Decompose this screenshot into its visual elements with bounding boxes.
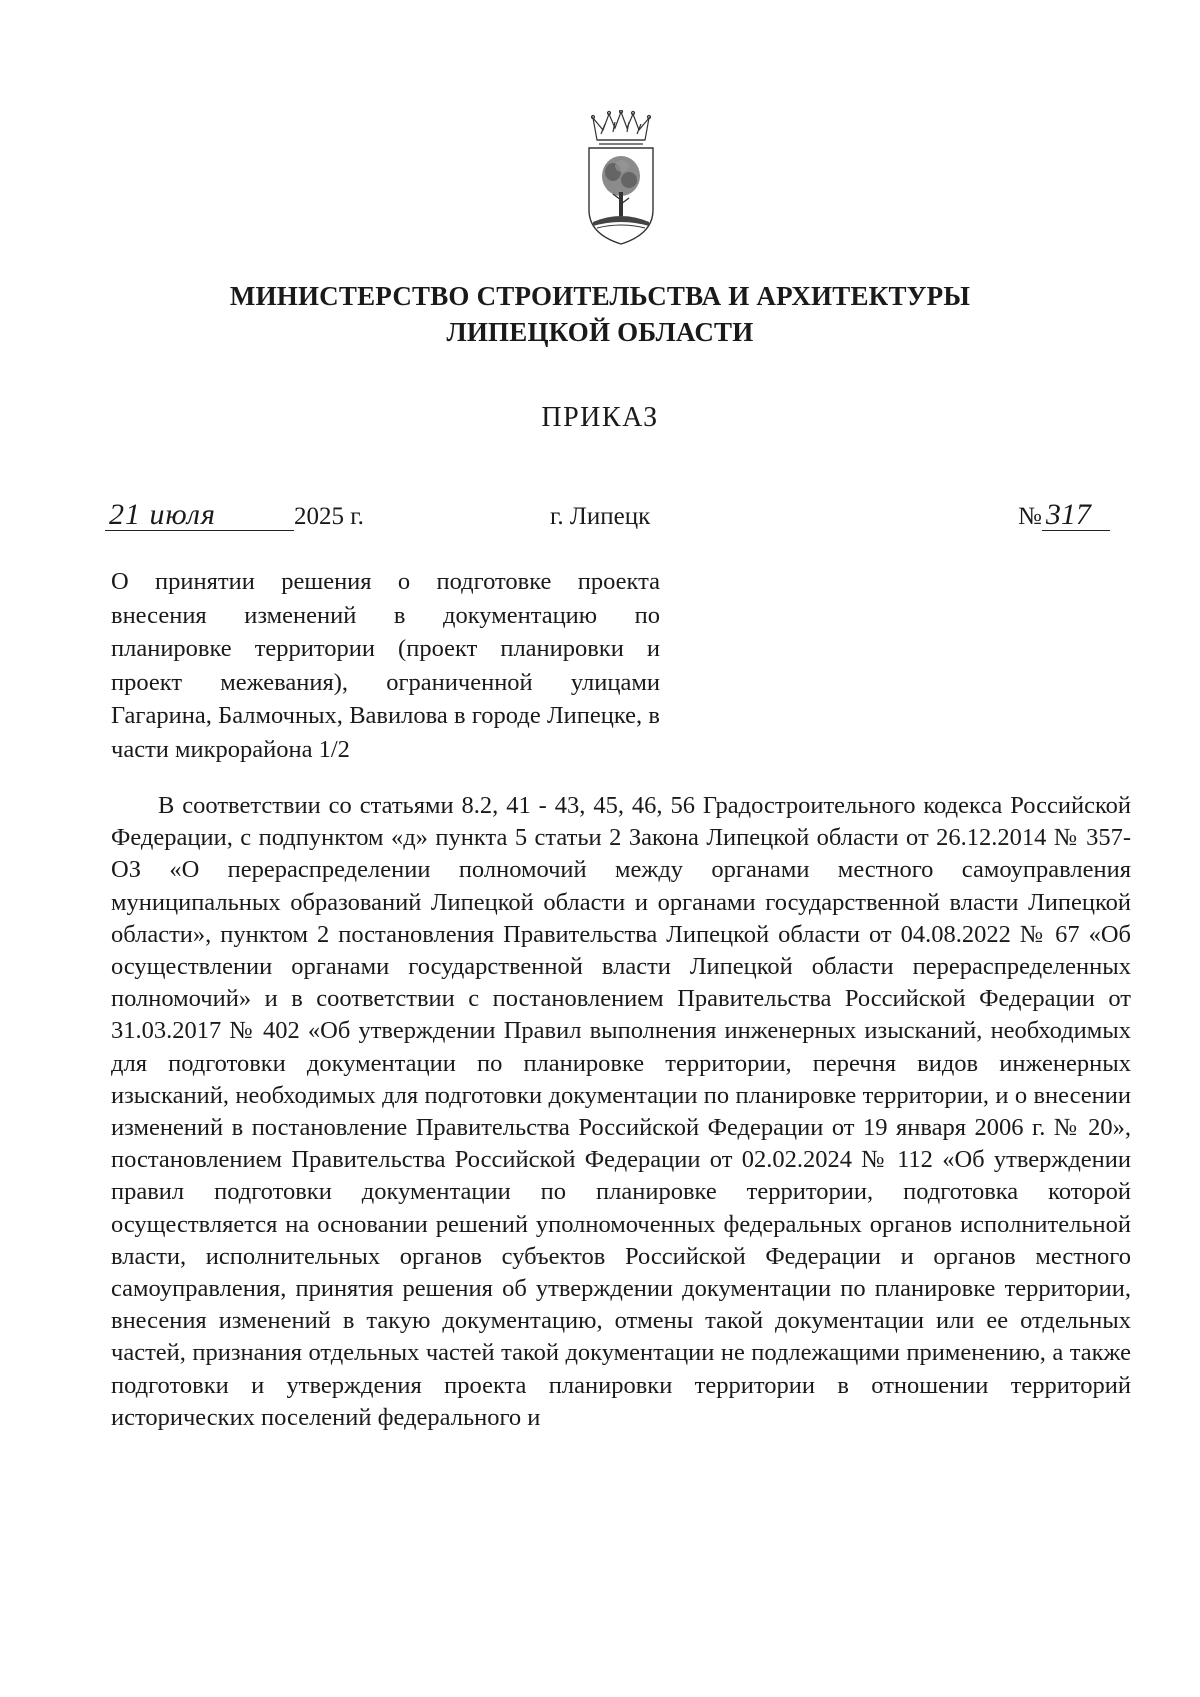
handwritten-date: 21 июля — [105, 500, 294, 531]
order-city: г. Липецк — [550, 503, 651, 530]
number-prefix: № — [1018, 503, 1042, 530]
order-number — [1018, 500, 1110, 531]
ministry-name-line1: МИНИСТЕРСТВО СТРОИТЕЛЬСТВА И АРХИТЕКТУРЫ — [229, 281, 971, 311]
handwritten-number: 317 — [1042, 500, 1110, 531]
lipetsk-coat-of-arms-icon — [579, 110, 663, 250]
ministry-name — [0, 278, 1200, 350]
order-subject: О принятии решения о подготовке проекта внесения изменений в документацию по планировке территории (проект планировки и проект межевания), ограниченной улицами Гагарина, Балмочных, Вавилова в городе Липецке, в части микрорайона 1/2 — [111, 568, 660, 763]
order-body-paragraph: В соответствии со статьями 8.2, 41 - 43, 45, 46, 56 Градостроительного кодекса Российской Федерации, с подпунктом «д» пункта 5 статьи 2 Закона Липецкой области от 26.12.2014 № 357-ОЗ «О перераспределении полномочий между органами местного самоуправления муниципальных образований Липецкой области и органами государственной власти Липецкой области», пунктом 2 постановления Правительства Липецкой области от 04.08.2022 № 67 «Об осуществлении органами государственной власти Липецкой области перераспределенных полномочий» и в соответствии с постановлением Правительства Российской Федерации от 31.03.2017 № 402 «Об утверждении Правил выполнения инженерных изысканий, необходимых для подготовки документации по планировке территории, перечня видов инженерных изысканий, необходимых для подготовки документации по планировке территории, и о внесении изменений в постановление Правительства Российской Федерации от 19 января 2006 г. № 20», постановлением Правительства Российской Федерации от 02.02.2024 № 112 «Об утверждении правил подготовки документации по планировке территории, подготовка которой осуществляется на основании решений уполномоченных федеральных органов исполнительной власти, исполнительных органов субъектов Российской Федерации и органов местного самоуправления, принятия решения об утверждении документации по планировке территории, внесения изменений в такую документацию, отмены такой документации или ее отдельных частей, признания отдельных частей такой документации не подлежащими применению, а также подготовки и утверждения проекта планировки территории в отношении территорий исторических поселений федерального и — [111, 792, 1131, 1431]
order-date — [105, 500, 364, 536]
ministry-name-line2: ЛИПЕЦКОЙ ОБЛАСТИ — [446, 317, 754, 347]
date-year: 2025 г. — [294, 503, 364, 530]
document-type-title: ПРИКАЗ — [541, 402, 659, 433]
